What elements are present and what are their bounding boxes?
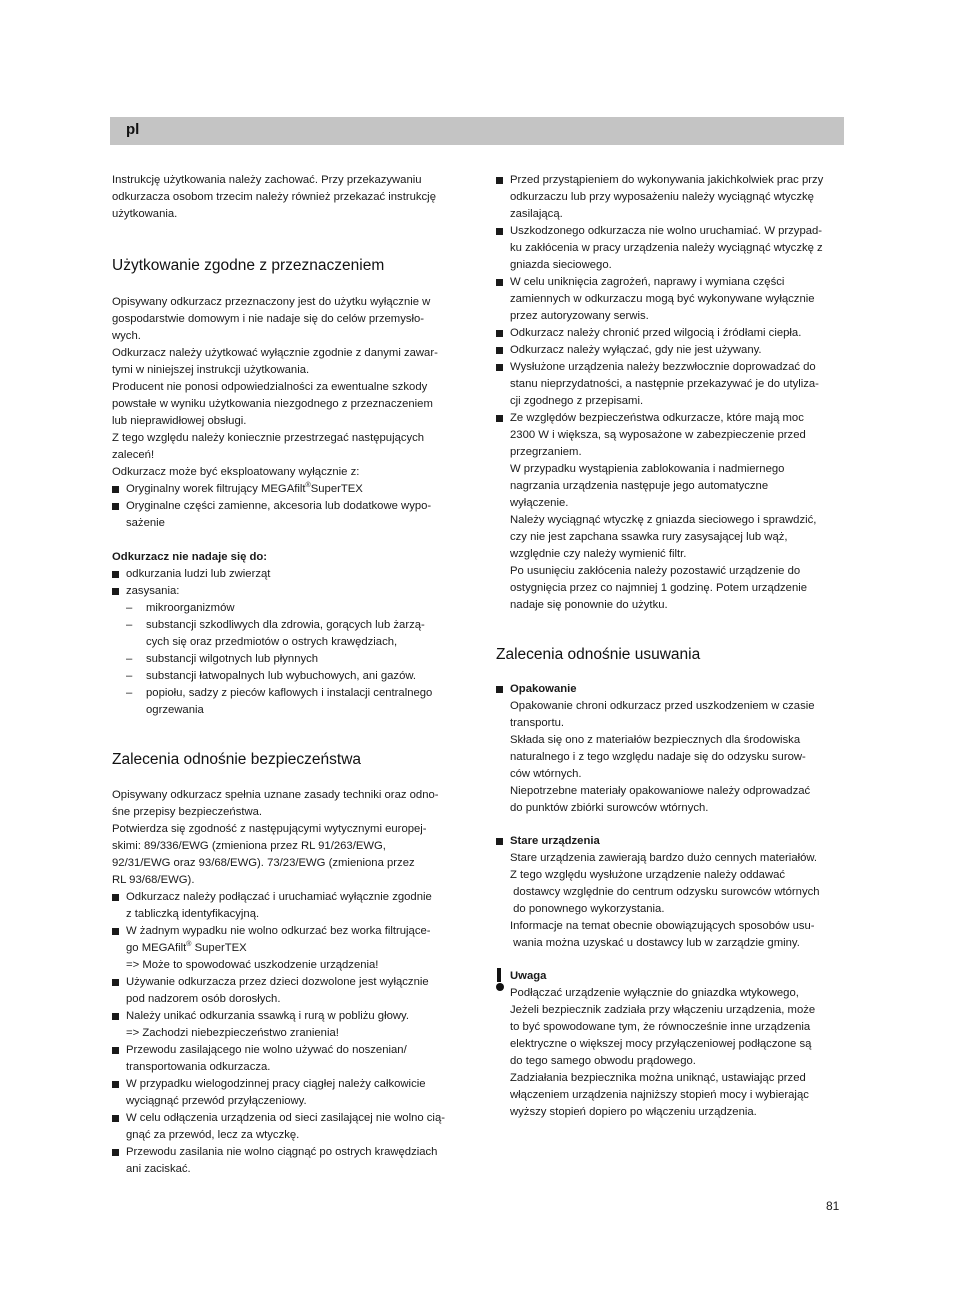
list-item (112, 498, 458, 532)
text-line: RL 93/68/EWG). (112, 874, 195, 886)
safety-text (112, 787, 458, 889)
text-line: Producent nie ponosi odpowiedzialności za ewentualne szkody (112, 381, 428, 393)
square-bullet-icon (496, 177, 503, 184)
text-line: skimi: 89/336/EWG (zmieniona przez RL 91/263/EWG, (112, 840, 386, 852)
dash-item: – popiołu, sadzy z pieców kaflowych i instalacji centralnego ogrzewania (112, 685, 458, 719)
list-item-text: zasysania: (126, 585, 180, 597)
section-title-disposal: Zalecenia odnośnie usuwania (496, 646, 701, 663)
square-bullet-icon (496, 279, 503, 286)
square-bullet-icon (112, 1081, 119, 1088)
list-item: W celu odłączenia urządzenia od sieci zasilającej nie wolno cią- gnąć za przewód, lecz za wtyczkę. (112, 1110, 458, 1144)
text-line: Opisywany odkurzacz spełnia uznane zasady techniki oraz odno- (112, 789, 439, 801)
text-line: wych. (112, 330, 141, 342)
dash-item: – substancji szkodliwych dla zdrowia, gorących lub żarzą- cych się oraz przedmiotów o ostrych krawędziach, (112, 617, 458, 651)
text-line: Z tego względu należy koniecznie przestrzegać następujących (112, 432, 425, 444)
text-line: Potwierdza się zgodność z następującymi wytycznymi europej- (112, 823, 427, 835)
list-item: Przewodu zasilania nie wolno ciągnąć po ostrych krawędziach ani zaciskać. (112, 1144, 458, 1178)
list-item: W celu uniknięcia zagrożeń, naprawy i wymiana części zamiennych w odkurzaczu mogą być wykonywane wyłącznie przez autoryzowany serwis. (496, 274, 846, 325)
square-bullet-icon (112, 571, 119, 578)
section-title-intended-use: Użytkowanie zgodne z przeznaczeniem (112, 257, 385, 274)
packaging-block: Opakowanie Opakowanie chroni odkurzacz przed uszkodzeniem w czasie transportu. Składa się ono z materiałów bezpiecznych dla środowiska naturalnego i z tego względu nadaje się do odzysku surow- ców wtórnych. Niepotrzebne materiały opakowaniowe należy odprowadzać do punktów zbiórki surowców wtórnych. (496, 681, 846, 817)
square-bullet-icon (112, 1047, 119, 1054)
text-line: gospodarstwie domowym i nie nadaje się do celów przemysło- (112, 313, 425, 325)
text-line: śne przepisy bezpieczeństwa. (112, 806, 263, 818)
text-line: tymi w niniejszej instrukcji użytkowania. (112, 364, 310, 376)
list-item (112, 566, 458, 583)
page-number: 81 (826, 1199, 840, 1213)
list-item-text: Oryginalny worek filtrujący MEGAfilt®SuperTEX (126, 482, 363, 495)
list-item: Wysłużone urządzenia należy bezzwłocznie doprowadzać do stanu nieprzydatności, a następnie przekazywać je do utyliza- cji zgodnego z przepisami. (496, 359, 846, 410)
note-title: Uwaga (510, 970, 547, 982)
language-code: pl (126, 121, 140, 138)
list-item: Odkurzacz należy chronić przed wilgocią i źródłami ciepła. (496, 325, 846, 342)
square-bullet-icon (496, 330, 503, 337)
text-line: 92/31/EWG oraz 93/68/EWG). 73/23/EWG (zmieniona przez (112, 857, 415, 869)
list-item: W przypadku wielogodzinnej pracy ciągłej należy całkowicie wyciągnąć przewód przyłączeniowy. (112, 1076, 458, 1110)
square-bullet-icon (496, 686, 503, 693)
square-bullet-icon (112, 894, 119, 901)
text-line: Opisywany odkurzacz przeznaczony jest do użytku wyłącznie w (112, 296, 431, 308)
text-line: Odkurzacz może być eksploatowany wyłącznie z: (112, 466, 360, 478)
language-header-bar (110, 117, 844, 145)
left-column (112, 172, 458, 1178)
list-item: Należy unikać odkurzania ssawką i rurą w pobliżu głowy. => Zachodzi niebezpieczeństwo zranienia! (112, 1008, 458, 1042)
list-item (112, 481, 458, 498)
square-bullet-icon (112, 503, 119, 510)
text-line: zaleceń! (112, 449, 155, 461)
square-bullet-icon (496, 838, 503, 845)
square-bullet-icon (112, 486, 119, 493)
list-item: W żadnym wypadku nie wolno odkurzać bez worka filtrujące- go MEGAfilt® SuperTEX => Może to spowodować uszkodzenie urządzenia! (112, 923, 458, 974)
square-bullet-icon (112, 1115, 119, 1122)
square-bullet-icon (112, 1013, 119, 1020)
packaging-title: Opakowanie (510, 683, 577, 695)
list-item: Odkurzacz należy wyłączać, gdy nie jest używany. (496, 342, 846, 359)
text-line: powstałe w wyniku użytkowania niezgodnego z przeznaczeniem (112, 398, 433, 410)
list-item-text: Oryginalne części zamienne, akcesoria lub dodatkowe wypo- (126, 500, 432, 512)
square-bullet-icon (112, 1149, 119, 1156)
text-line: Odkurzacz należy użytkować wyłącznie zgodnie z danymi zawar- (112, 347, 438, 359)
square-bullet-icon (496, 228, 503, 235)
intro-line: odkurzacza osobom trzecim należy również przekazać instrukcję (112, 191, 436, 203)
section-title-safety: Zalecenia odnośnie bezpieczeństwa (112, 751, 362, 768)
list-item-text: sażenie (126, 517, 165, 529)
list-item: Przewodu zasilającego nie wolno używać do noszenian/ transportowania odkurzacza. (112, 1042, 458, 1076)
square-bullet-icon (112, 979, 119, 986)
not-suitable-title: Odkurzacz nie nadaje się do: (112, 551, 268, 563)
intro-paragraph (112, 172, 458, 223)
old-appliances-block: Stare urządzenia Stare urządzenia zawierają bardzo dużo cennych materiałów. Z tego względu wysłużone urządzenie należy oddawać dostawcy względnie do centrum odzysku surowców wtórnych do ponownego wykorzystania. Informacje na temat obecnie obowiązujących sposobów usu- wania można uzyskać u dostawcy lub w zarządzie gminy. (496, 833, 846, 952)
intro-line: użytkowania. (112, 208, 178, 220)
text-line: lub nieprawidłowej obsługi. (112, 415, 247, 427)
dash-item: – substancji łatwopalnych lub wybuchowych, ani gazów. (112, 668, 458, 685)
list-item: Używanie odkurzacza przez dzieci dozwolone jest wyłącznie pod nadzorem osób dorosłych. (112, 974, 458, 1008)
right-column (496, 172, 846, 1121)
list-item (112, 583, 458, 600)
square-bullet-icon (496, 415, 503, 422)
list-item-text: odkurzania ludzi lub zwierząt (126, 568, 271, 580)
warning-marker-icon (496, 968, 501, 985)
list-item: Przed przystąpieniem do wykonywania jakichkolwiek prac przy odkurzaczu lub przy wyposażeniu należy wyciągnąć wtyczkę zasilającą. (496, 172, 846, 223)
list-item: Odkurzacz należy podłączać i uruchamiać wyłącznie zgodnie z tabliczką identyfikacyjną. (112, 889, 458, 923)
square-bullet-icon (112, 588, 119, 595)
square-bullet-icon (496, 364, 503, 371)
intro-line: Instrukcję użytkowania należy zachować. Przy przekazywaniu (112, 174, 422, 186)
intended-use-text (112, 294, 458, 481)
list-item: Uszkodzonego odkurzacza nie wolno uruchamiać. W przypad- ku zakłócenia w pracy urządzenia należy wyciągnąć wtyczkę z gniazda sieciowego. (496, 223, 846, 274)
old-appliances-title: Stare urządzenia (510, 835, 600, 847)
list-item: Ze względów bezpieczeństwa odkurzacze, które mają moc 2300 W i większa, są wyposażone w zabezpieczenie przed przegrzaniem. W przypadku wystąpienia zablokowania i nadmiernego nagrzania urządzenia następuje jego automatyczne wyłączenie. Należy wyciągnąć wtyczkę z gniazda sieciowego i sprawdzić, czy nie jest zapchana ssawka rury zasysającej lub wąż, względnie czy należy wymienić filtr. Po usunięciu zakłócenia należy pozostawić urządzenie do ostygnięcia przez co najmniej 1 godzinę. Potem urządzenie nadaje się ponownie do użytku. (496, 410, 846, 614)
square-bullet-icon (112, 928, 119, 935)
dash-item: – mikroorganizmów (112, 600, 458, 617)
square-bullet-icon (496, 347, 503, 354)
dash-item: – substancji wilgotnych lub płynnych (112, 651, 458, 668)
note-block: Uwaga Podłączać urządzenie wyłącznie do gniazdka wtykowego, Jeżeli bezpiecznik zadziała przy włączeniu urządzenia, może to być spowodowane tym, że równocześnie inne urządzenia elektryczne o większej mocy przyłączeniowej podłączone są do tego samego obwodu prądowego. Zadziałania bezpiecznika można uniknąć, ustawiając przed włączeniem urządzenia najniższy stopień mocy i wybierając wyższy stopień dopiero po włączeniu urządzenia. (496, 968, 846, 1121)
